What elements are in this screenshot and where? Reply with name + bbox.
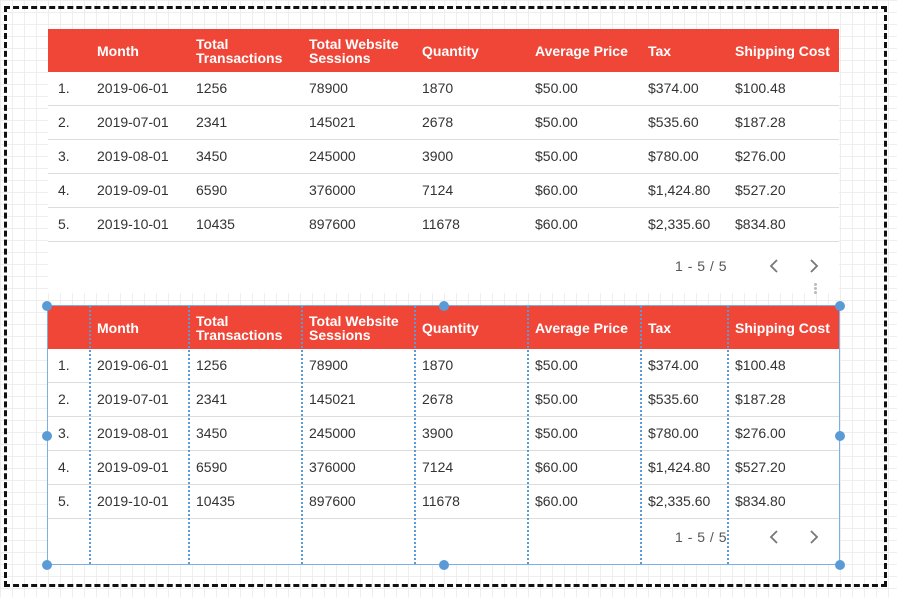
cell-month: 2019-08-01 xyxy=(97,148,169,164)
cell-total-transactions: 1256 xyxy=(196,357,228,373)
cell-quantity: 7124 xyxy=(422,459,454,475)
resize-handle-top-right[interactable] xyxy=(835,301,845,311)
cell-month: 2019-10-01 xyxy=(97,493,169,509)
cell-shipping-cost: $834.80 xyxy=(735,493,786,509)
cell-quantity: 2678 xyxy=(422,391,454,407)
column-header-total-website-sessions[interactable]: Total Website Sessions xyxy=(309,312,399,343)
cell-quantity: 2678 xyxy=(422,114,454,130)
cell-quantity: 1870 xyxy=(422,357,454,373)
table-row xyxy=(48,140,839,174)
table-row xyxy=(48,72,839,106)
cell-total-transactions: 10435 xyxy=(196,493,235,509)
cell-quantity: 1870 xyxy=(422,80,454,96)
resize-handle-right[interactable] xyxy=(835,431,845,441)
table-row xyxy=(48,485,839,519)
column-header-total-transactions[interactable]: Total Transactions xyxy=(196,35,283,66)
column-header-total-website-sessions[interactable]: Total Website Sessions xyxy=(309,35,399,66)
cell-month: 2019-09-01 xyxy=(97,459,169,475)
resize-handle-left[interactable] xyxy=(42,431,52,441)
pagination-range: 1 - 5 / 5 xyxy=(675,529,727,545)
column-header-month[interactable]: Month xyxy=(97,319,139,336)
cell-total-website-sessions: 897600 xyxy=(309,216,356,232)
cell-tax: $535.60 xyxy=(648,114,699,130)
cell-quantity: 3900 xyxy=(422,148,454,164)
cell-tax: $780.00 xyxy=(648,148,699,164)
row-number: 1. xyxy=(58,357,70,373)
cell-average-price: $50.00 xyxy=(535,391,578,407)
cell-average-price: $50.00 xyxy=(535,357,578,373)
row-number: 4. xyxy=(58,182,70,198)
pagination xyxy=(675,255,825,277)
cell-total-transactions: 2341 xyxy=(196,114,228,130)
table-header xyxy=(48,29,839,72)
cell-average-price: $60.00 xyxy=(535,182,578,198)
column-header-quantity[interactable]: Quantity xyxy=(422,319,479,336)
cell-total-transactions: 2341 xyxy=(196,391,228,407)
pagination xyxy=(675,526,825,548)
row-number: 2. xyxy=(58,114,70,130)
cell-quantity: 11678 xyxy=(422,216,460,232)
column-header-tax[interactable]: Tax xyxy=(648,319,672,336)
table-row xyxy=(48,349,839,383)
row-number: 5. xyxy=(58,493,70,509)
cell-total-transactions: 3450 xyxy=(196,148,228,164)
cell-total-transactions: 3450 xyxy=(196,425,228,441)
resize-handle-top[interactable] xyxy=(439,301,449,311)
kebab-menu-icon[interactable] xyxy=(812,282,818,298)
column-resize-guide[interactable] xyxy=(89,306,91,564)
column-resize-guide[interactable] xyxy=(414,306,416,564)
cell-tax: $374.00 xyxy=(648,357,699,373)
column-resize-guide[interactable] xyxy=(188,306,190,564)
table-row xyxy=(48,417,839,451)
table-chart-1[interactable] xyxy=(48,29,839,293)
cell-average-price: $50.00 xyxy=(535,425,578,441)
column-header-shipping-cost[interactable]: Shipping Cost xyxy=(735,319,830,336)
cell-month: 2019-08-01 xyxy=(97,425,169,441)
pagination-range: 1 - 5 / 5 xyxy=(675,258,727,274)
column-header-tax[interactable]: Tax xyxy=(648,42,672,59)
cell-quantity: 3900 xyxy=(422,425,454,441)
cell-average-price: $50.00 xyxy=(535,80,578,96)
chevron-left-icon[interactable] xyxy=(763,255,785,277)
cell-total-transactions: 6590 xyxy=(196,182,228,198)
row-number: 5. xyxy=(58,216,70,232)
cell-average-price: $60.00 xyxy=(535,493,578,509)
row-number: 4. xyxy=(58,459,70,475)
cell-month: 2019-09-01 xyxy=(97,182,169,198)
cell-tax: $535.60 xyxy=(648,391,699,407)
cell-month: 2019-07-01 xyxy=(97,114,169,130)
column-header-month[interactable]: Month xyxy=(97,42,139,59)
cell-tax: $1,424.80 xyxy=(648,459,711,475)
cell-shipping-cost: $187.28 xyxy=(735,391,786,407)
resize-handle-bottom-right[interactable] xyxy=(835,560,845,570)
cell-month: 2019-10-01 xyxy=(97,216,169,232)
cell-average-price: $50.00 xyxy=(535,148,578,164)
table-row xyxy=(48,451,839,485)
cell-month: 2019-06-01 xyxy=(97,80,169,96)
cell-tax: $2,335.60 xyxy=(648,493,711,509)
cell-total-website-sessions: 78900 xyxy=(309,80,348,96)
cell-total-transactions: 1256 xyxy=(196,80,228,96)
cell-tax: $2,335.60 xyxy=(648,216,711,232)
column-header-quantity[interactable]: Quantity xyxy=(422,42,479,59)
column-resize-guide[interactable] xyxy=(640,306,642,564)
column-resize-guide[interactable] xyxy=(301,306,303,564)
resize-handle-bottom-left[interactable] xyxy=(42,560,52,570)
table-row xyxy=(48,174,839,208)
cell-shipping-cost: $527.20 xyxy=(735,182,786,198)
table-row xyxy=(48,106,839,140)
row-number: 3. xyxy=(58,148,70,164)
cell-tax: $374.00 xyxy=(648,80,699,96)
cell-total-website-sessions: 245000 xyxy=(309,425,356,441)
cell-average-price: $50.00 xyxy=(535,114,578,130)
cell-shipping-cost: $187.28 xyxy=(735,114,786,130)
cell-total-website-sessions: 897600 xyxy=(309,493,356,509)
cell-shipping-cost: $527.20 xyxy=(735,459,786,475)
cell-total-website-sessions: 245000 xyxy=(309,148,356,164)
cell-total-website-sessions: 376000 xyxy=(309,182,356,198)
table-chart-2-selected[interactable] xyxy=(48,306,839,564)
cell-quantity: 7124 xyxy=(422,182,454,198)
table-row xyxy=(48,208,839,242)
column-header-average-price[interactable]: Average Price xyxy=(535,42,628,59)
cell-month: 2019-06-01 xyxy=(97,357,169,373)
cell-quantity: 11678 xyxy=(422,493,460,509)
cell-tax: $1,424.80 xyxy=(648,182,711,198)
cell-tax: $780.00 xyxy=(648,425,699,441)
column-resize-guide[interactable] xyxy=(527,306,529,564)
cell-shipping-cost: $834.80 xyxy=(735,216,786,232)
cell-total-website-sessions: 145021 xyxy=(309,114,356,130)
cell-shipping-cost: $276.00 xyxy=(735,425,786,441)
table-row xyxy=(48,383,839,417)
column-header-total-transactions[interactable]: Total Transactions xyxy=(196,312,283,343)
cell-total-website-sessions: 376000 xyxy=(309,459,356,475)
cell-month: 2019-07-01 xyxy=(97,391,169,407)
cell-shipping-cost: $100.48 xyxy=(735,80,786,96)
cell-total-website-sessions: 78900 xyxy=(309,357,348,373)
resize-handle-bottom[interactable] xyxy=(439,560,449,570)
cell-total-website-sessions: 145021 xyxy=(309,391,356,407)
row-number: 1. xyxy=(58,80,70,96)
chevron-left-icon[interactable] xyxy=(763,526,785,548)
resize-handle-top-left[interactable] xyxy=(42,301,52,311)
chevron-right-icon[interactable] xyxy=(803,255,825,277)
table-header xyxy=(48,306,839,349)
column-header-average-price[interactable]: Average Price xyxy=(535,319,628,336)
cell-total-transactions: 10435 xyxy=(196,216,235,232)
row-number: 2. xyxy=(58,391,70,407)
cell-average-price: $60.00 xyxy=(535,459,578,475)
cell-shipping-cost: $276.00 xyxy=(735,148,786,164)
row-number: 3. xyxy=(58,425,70,441)
cell-total-transactions: 6590 xyxy=(196,459,228,475)
cell-average-price: $60.00 xyxy=(535,216,578,232)
cell-shipping-cost: $100.48 xyxy=(735,357,786,373)
chevron-right-icon[interactable] xyxy=(803,526,825,548)
column-header-shipping-cost[interactable]: Shipping Cost xyxy=(735,42,830,59)
